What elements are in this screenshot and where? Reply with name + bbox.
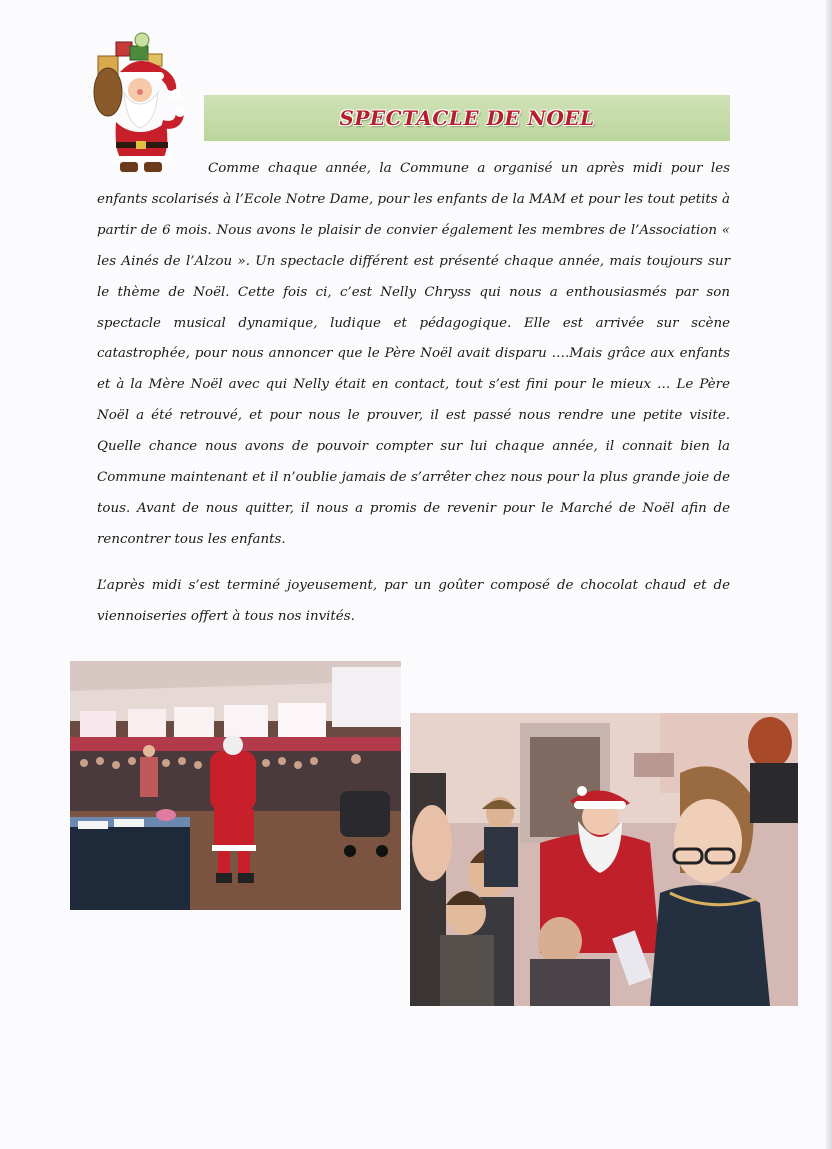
page-edge: [826, 0, 832, 1149]
article-body: [97, 154, 730, 633]
title-banner: [204, 95, 730, 141]
paragraph-closing: L’après midi s’est terminé joyeusement, par un goûter composé de chocolat chaud et de viennoiseries offert à tous nos invités.: [97, 577, 730, 624]
santa-with-children-photo: [410, 713, 798, 1006]
page-title: SPECTACLE DE NOEL: [339, 106, 595, 130]
hall-show-photo: [70, 661, 401, 910]
paragraph-main: Comme chaque année, la Commune a organisé un après midi pour les enfants scolarisés à l’Ecole Notre Dame, pour les enfants de la MAM et pour les tout petits à partir de 6 mois. Nous avons le plaisir de convier également les membres de l’Association « les Ainés de l’Alzou ». Un spectacle différent est présenté chaque année, mais toujours sur le thème de Noël. Cette fois ci, c’est Nelly Chryss qui nous a enthousiasmés par son spectacle musical dynamique, ludique et pédagogique. Elle est arrivée sur scène catastrophée, pour nous annoncer que le Père Noël avait disparu ….Mais grâce aux enfants et à la Mère Noël avec qui Nelly était en contact, tout s’est fini pour le mieux … Le Père Noël a été retrouvé, et pour nous le prouver, il est passé nous rendre une petite visite. Quelle chance nous avons de pouvoir compter sur lui chaque année, il connait bien la Commune maintenant et il n’oublie jamais de s’arrêter chez nous pour la plus grande joie de tous. Avant de nous quitter, il nous a promis de revenir pour le Marché de Noël afin de rencontrer tous les enfants.: [97, 161, 730, 547]
